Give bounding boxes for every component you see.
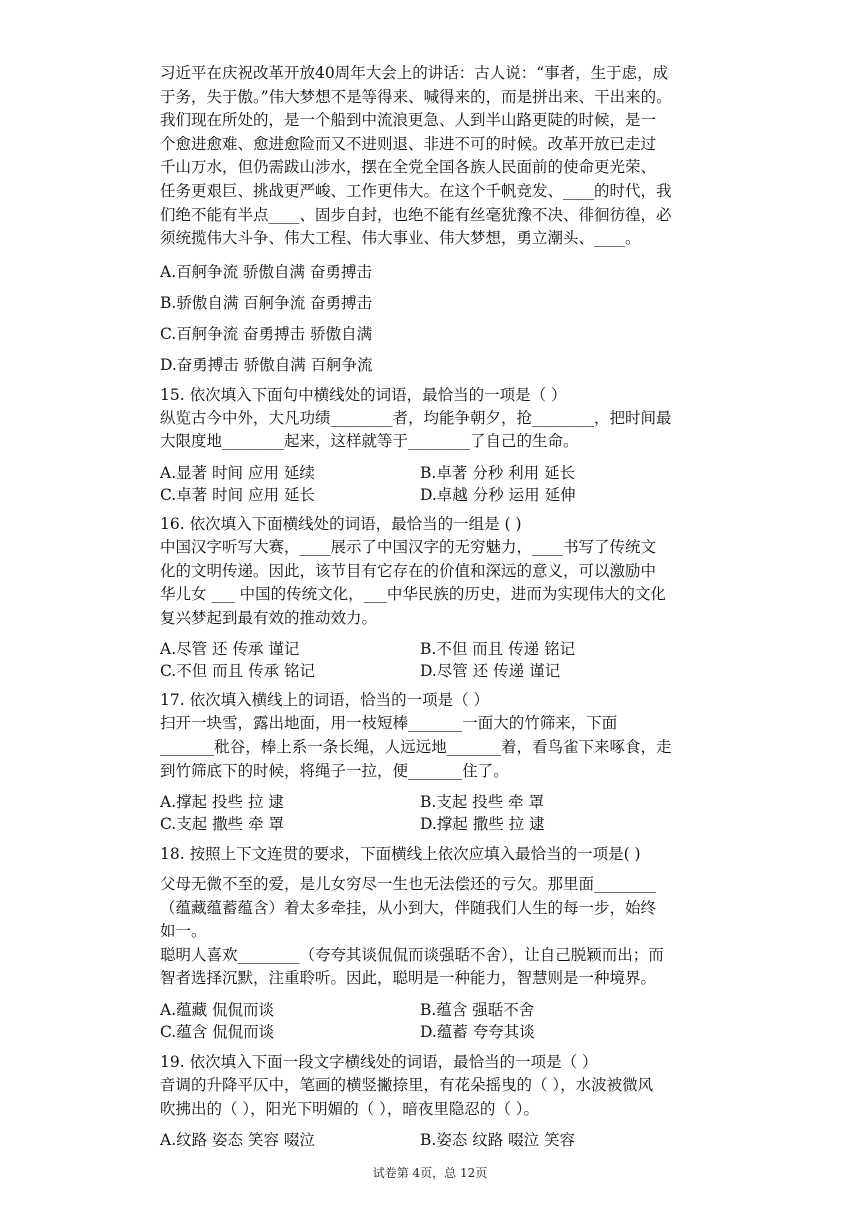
passage-line: 音调的升降平仄中，笔画的横竖撇捺里，有花朵摇曳的（ ），水波被微风: [160, 1076, 654, 1095]
option-a: A.百舸争流 骄傲自满 奋勇搏击: [160, 262, 372, 281]
option-a: A.纹路 姿态 笑容 啜泣: [160, 1131, 315, 1150]
option-a: A.撑起 投些 拉 逮: [160, 793, 284, 812]
passage-line: 个愈进愈难、愈进愈险而又不进则退、非进不可的时候。改革开放已走过: [160, 134, 657, 153]
passage-line: 扫开一块雪，露出地面，用一枝短棒_______一面大的竹筛来，下面: [160, 714, 618, 733]
question-stem: 18. 按照上下文连贯的要求，下面横线上依次应填入最恰当的一项是( ): [160, 845, 641, 864]
passage-line: 如一。: [160, 922, 207, 941]
option-a: A.显著 时间 应用 延续: [160, 463, 315, 482]
question-18: [160, 843, 740, 1043]
option-d: D.奋勇搏击 骄傲自满 百舸争流: [160, 355, 373, 374]
passage-line: 中国汉字听写大赛，____展示了中国汉字的无穷魅力，____书写了传统文: [160, 537, 657, 556]
option-d: D.尽管 还 传递 谨记: [420, 662, 561, 681]
option-c: C.支起 撒些 牵 罩: [160, 815, 285, 834]
passage-line: 大限度地________起来，这样就等于________了自己的生命。: [160, 432, 579, 451]
option-b: B.骄傲自满 百舸争流 奋勇搏击: [160, 293, 373, 312]
option-c: C.蕴含 侃侃而谈: [160, 1023, 275, 1042]
passage-line: 到竹筛底下的时候，将绳子一拉，便_______住了。: [160, 761, 509, 780]
question-17: [160, 689, 740, 835]
intro-options: [160, 261, 740, 376]
question-15: [160, 384, 740, 506]
option-d: D.撑起 撒些 拉 逮: [420, 815, 545, 834]
passage-line: 我们现在所处的，是一个船到中流浪更急、人到半山路更陡的时候，是一: [160, 111, 657, 130]
option-c: C.卓著 时间 应用 延长: [160, 485, 316, 504]
question-stem: 15. 依次填入下面句中横线处的词语，最恰当的一项是（ ）: [160, 385, 567, 404]
question-16: [160, 513, 740, 682]
option-b: B.支起 投些 牵 罩: [420, 793, 545, 812]
passage-line: （蕴藏蕴蓄蕴含）着太多牵挂，从小到大，伴随我们人生的每一步，始终: [160, 898, 657, 917]
question-19: [160, 1051, 740, 1151]
passage-line: 任务更艰巨、挑战更严峻、工作更伟大。在这个千帆竞发、____的时代，我: [160, 181, 672, 200]
page-footer: 试卷第 4页，总 12页: [372, 1166, 488, 1180]
option-a: A.尽管 还 传承 谨记: [160, 640, 300, 659]
passage-line: 千山万水，但仍需跋山涉水，摆在全党全国各族人民面前的使命更光荣、: [160, 158, 657, 177]
passage-line: 华儿女 ___ 中国的传统文化，___中华民族的历史，进而为实现伟大的文化: [160, 585, 666, 604]
question-stem: 16. 依次填入下面横线处的词语，最恰当的一组是 ( ): [160, 514, 522, 533]
option-d: D.蕴蓄 夸夸其谈: [420, 1023, 535, 1042]
option-b: B.姿态 纹路 啜泣 笑容: [420, 1131, 576, 1150]
passage-line: 吹拂出的（ ），阳光下明媚的（ ），暗夜里隐忍的（ ）。: [160, 1099, 540, 1118]
intro-passage: [160, 62, 740, 251]
option-a: A.蕴藏 侃侃而谈: [160, 1001, 275, 1020]
question-stem: 19. 依次填入下面一段文字横线处的词语，最恰当的一项是（ ）: [160, 1053, 598, 1072]
exam-page: [160, 62, 740, 1151]
option-b: B.不但 而且 传递 铭记: [420, 640, 576, 659]
passage-line: 们绝不能有半点____、固步自封，也绝不能有丝毫犹豫不决、徘徊彷徨，必: [160, 205, 672, 224]
question-stem: 17. 依次填入横线上的词语，恰当的一项是（ ）: [160, 691, 490, 710]
option-b: B.蕴含 强聒不舍: [420, 1001, 535, 1020]
passage-line: 于务，失于傲。”伟大梦想不是等得来、喊得来的，而是拼出来、干出来的。: [160, 87, 672, 106]
passage-line: 智者选择沉默，注重聆听。因此，聪明是一种能力，智慧则是一种境界。: [160, 969, 657, 988]
passage-line: 聪明人喜欢________（夸夸其谈侃侃而谈强聒不舍），让自己脱颖而出；而: [160, 945, 664, 964]
option-d: D.卓越 分秒 运用 延伸: [420, 485, 576, 504]
passage-line: 须统揽伟大斗争、伟大工程、伟大事业、伟大梦想，勇立潮头、____。: [160, 229, 641, 248]
passage-line: 纵览古今中外，大凡功绩________者，均能争朝夕，抢________，把时间最: [160, 408, 672, 427]
option-c: C.不但 而且 传承 铭记: [160, 662, 316, 681]
passage-line: 习近平在庆祝改革开放40周年大会上的讲话：古人说：“事者，生于虑，成: [160, 64, 669, 82]
passage-line: 复兴梦起到最有效的推动效力。: [160, 608, 378, 627]
passage-line: _______秕谷，棒上系一条长绳，人远远地_______着，看鸟雀下来啄食，走: [160, 737, 672, 756]
option-c: C.百舸争流 奋勇搏击 骄傲自满: [160, 324, 373, 343]
passage-line: 父母无微不至的爱，是儿女穷尽一生也无法偿还的亏欠。那里面________: [160, 875, 657, 894]
option-b: B.卓著 分秒 利用 延长: [420, 463, 576, 482]
passage-line: 化的文明传递。因此，该节目有它存在的价值和深远的意义，可以激励中: [160, 561, 657, 580]
